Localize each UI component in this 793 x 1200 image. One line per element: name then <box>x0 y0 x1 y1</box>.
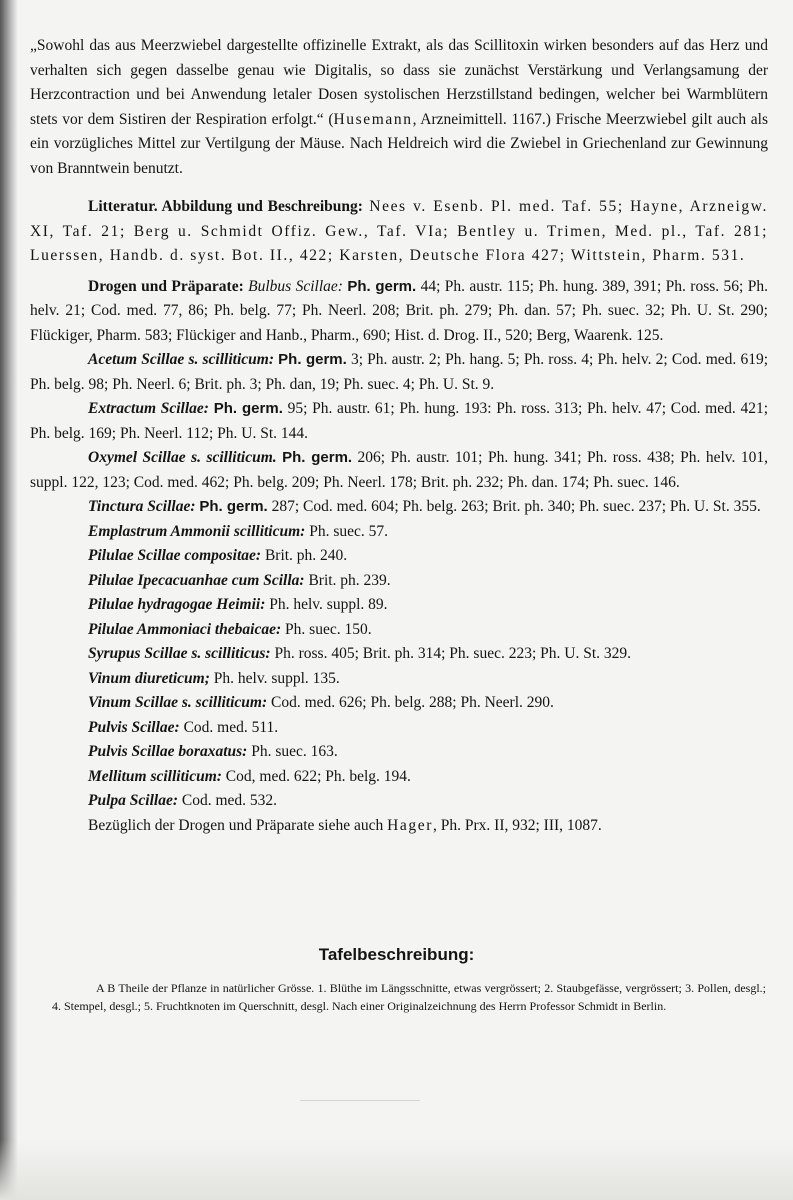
preparation-references: Cod. med. 626; Ph. belg. 288; Ph. Neerl. 290. <box>267 694 554 711</box>
preparation-name: Pilulae hydragogae Heimii: <box>88 596 266 613</box>
drogen-heading: Drogen und Präparate: <box>88 277 244 295</box>
preparation-references: 206; Ph. austr. 101; Ph. hung. 341; Ph. ross. 438; Ph. helv. 101, suppl. 122, 123; Cod. med. 462; Ph. belg. 209; Ph. Neerl. 178; Brit. ph. 232; Ph. dan. 174; Ph. suec. 146. <box>30 449 769 491</box>
long-entries-list <box>30 348 768 520</box>
preparation-entry <box>30 618 768 643</box>
preparation-references: Brit. ph. 239. <box>304 571 391 589</box>
preparation-entry <box>30 348 768 397</box>
preparation-name: Emplastrum Ammonii scilliticum: <box>88 522 306 540</box>
preparation-references: Brit. ph. 240. <box>261 547 348 564</box>
preparation-name: Oxymel Scillae s. scilliticum. <box>88 449 277 466</box>
preparation-references: Cod. med. 532. <box>177 792 278 809</box>
page-body <box>30 34 768 838</box>
litteratur-paragraph <box>30 195 768 269</box>
preparation-entry <box>30 740 768 765</box>
preparation-references: 3; Ph. austr. 2; Ph. hang. 5; Ph. ross. 4; Ph. helv. 2; Cod. med. 619; Ph. belg. 98; Ph. Neerl. 6; Brit. ph. 3; Ph. dan, 19; Ph. suec. 4; Ph. U. St. 9. <box>30 351 768 393</box>
quote-paragraph <box>30 34 768 181</box>
preparation-name: Syrupus Scillae s. scilliticus: <box>88 645 271 662</box>
preparation-references: Ph. helv. suppl. 135. <box>209 669 340 687</box>
preparation-entry <box>30 495 768 520</box>
litteratur-text: Nees v. Esenb. Pl. med. Taf. 55; Hayne, Arzneigw. XI, Taf. 21; Berg u. Schmidt Offiz. Gew., Taf. VIa; Bentley u. Trimen, Med. pl., Taf. 281; Luerssen, Handb. d. syst. Bot. II., 422; Karsten, Deutsche Flora 427; Wittstein, Pharm. 531. <box>30 198 768 264</box>
preparation-name: Extractum Scillae: <box>88 400 209 417</box>
closing-text-end: , Ph. Prx. II, 932; III, 1087. <box>433 816 602 834</box>
tafel-title: Tafelbeschreibung: <box>318 945 475 964</box>
preparation-entry <box>30 446 768 495</box>
quote-author: Husemann <box>333 110 413 128</box>
preparation-entry <box>30 397 768 446</box>
preparation-name: Pulvis Scillae boraxatus: <box>88 743 248 760</box>
preparation-name: Pulvis Scillae: <box>88 718 180 736</box>
preparation-name: Pilulae Ammoniaci thebaicae: <box>88 620 282 638</box>
quote-text: „Sowohl das aus Meerzwiebel dargestellte offizinelle Extrakt, als das Scillitoxin wirken besonders auf das Herz und verhalten sich gegen dasselbe genau wie Digitalis, so dass sie zunächst Verstärkung und Verlangsamung der Herzcontraction und bei Anwendung letaler Dosen systolischen Herzstillstand bedingen, welcher bei Warmblütern stets vor dem Sistiren der Respiration erfolgt.“ ( <box>30 37 768 128</box>
preparation-entry <box>30 691 768 716</box>
closing-line <box>30 814 768 839</box>
drogen-first-text: 44; Ph. austr. 115; Ph. hung. 389, 391; Ph. ross. 56; Ph. helv. 21; Cod. med. 77, 86; Ph. belg. 77; Ph. Neerl. 208; Brit. ph. 279; Ph. dan. 57; Ph. suec. 32; Ph. U. St. 290; Flückiger, Pharm. 583; Flückiger and Hanb., Pharm., 690; Hist. d. Drog. II., 520; Berg, Waarenk. 125. <box>30 277 768 344</box>
page-edge-shadow <box>0 0 18 1200</box>
preparation-entry <box>30 716 768 741</box>
pharmacopoeia-germ: Ph. germ. <box>213 400 283 417</box>
litteratur-heading: Litteratur. Abbildung und Beschreibung: <box>88 198 363 215</box>
preparation-name: Pilulae Scillae compositae: <box>88 547 262 564</box>
preparation-name: Pilulae Ipecacuanhae cum Scilla: <box>88 571 305 589</box>
preparation-references: 95; Ph. austr. 61; Ph. hung. 193: Ph. ross. 313; Ph. helv. 47; Cod. med. 421; Ph. belg. 169; Ph. Neerl. 112; Ph. U. St. 144. <box>30 400 769 442</box>
preparation-references: Ph. suec. 57. <box>305 522 388 540</box>
preparation-name: Pulpa Scillae: <box>88 792 178 809</box>
pharmacopoeia-germ: Ph. germ. <box>199 498 268 515</box>
preparation-name: Vinum Scillae s. scilliticum: <box>88 694 268 711</box>
preparation-name: Tinctura Scillae: <box>88 498 196 515</box>
preparation-entry <box>30 593 768 618</box>
quote-text-end: , Arzneimittell. 1167.) Frische Meerzwiebel gilt auch als ein vorzügliches Mittel zur Vertilgung der Mäuse. Nach Heldreich wird die Zwiebel in Griechenland zur Gewinnung von Branntwein benutzt. <box>30 110 768 177</box>
drogen-paragraph <box>30 275 768 349</box>
drogen-first-name: Bulbus Scillae: <box>248 277 343 295</box>
preparation-references: 287; Cod. med. 604; Ph. belg. 263; Brit. ph. 340; Ph. suec. 237; Ph. U. St. 355. <box>267 498 761 515</box>
short-entries-list <box>30 520 768 814</box>
bleed-through-line <box>300 1100 420 1101</box>
preparation-references: Ph. ross. 405; Brit. ph. 314; Ph. suec. 223; Ph. U. St. 329. <box>270 645 631 662</box>
preparation-entry <box>30 765 768 790</box>
preparation-entry <box>30 789 768 814</box>
preparation-references: Cod. med. 511. <box>179 718 279 736</box>
preparation-references: Ph. suec. 150. <box>281 620 372 638</box>
preparation-entry <box>30 642 768 667</box>
preparation-references: Cod, med. 622; Ph. belg. 194. <box>221 767 411 785</box>
page-bottom-shadow <box>0 1140 793 1200</box>
pharmacopoeia-germ: Ph. germ. <box>282 449 353 466</box>
pharmacopoeia-germ: Ph. germ. <box>278 351 347 368</box>
tafel-description: A B Theile der Pflanze in natürlicher Grösse. 1. Blüthe im Längsschnitte, etwas vergrössert; 2. Staubgefässe, vergrössert; 3. Pollen, desgl.; 4. Stempel, desgl.; 5. Fruchtknoten im Querschnitt, desgl. Nach einer Originalzeichnung des Herrn Professor Schmidt in Berlin. <box>52 981 766 1013</box>
preparation-entry <box>30 544 768 569</box>
preparation-entry <box>30 569 768 594</box>
drogen-first-germ: Ph. germ. <box>347 277 417 295</box>
preparation-entry <box>30 520 768 545</box>
preparation-name: Acetum Scillae s. scilliticum: <box>88 351 274 368</box>
closing-text: Bezüglich der Drogen und Präparate siehe auch <box>88 816 388 834</box>
preparation-name: Mellitum scilliticum: <box>88 767 222 785</box>
preparation-name: Vinum diureticum; <box>88 669 210 687</box>
preparation-references: Ph. suec. 163. <box>247 743 338 760</box>
preparation-references: Ph. helv. suppl. 89. <box>265 596 388 613</box>
preparation-entry <box>30 667 768 692</box>
closing-author: Hager <box>387 816 433 834</box>
